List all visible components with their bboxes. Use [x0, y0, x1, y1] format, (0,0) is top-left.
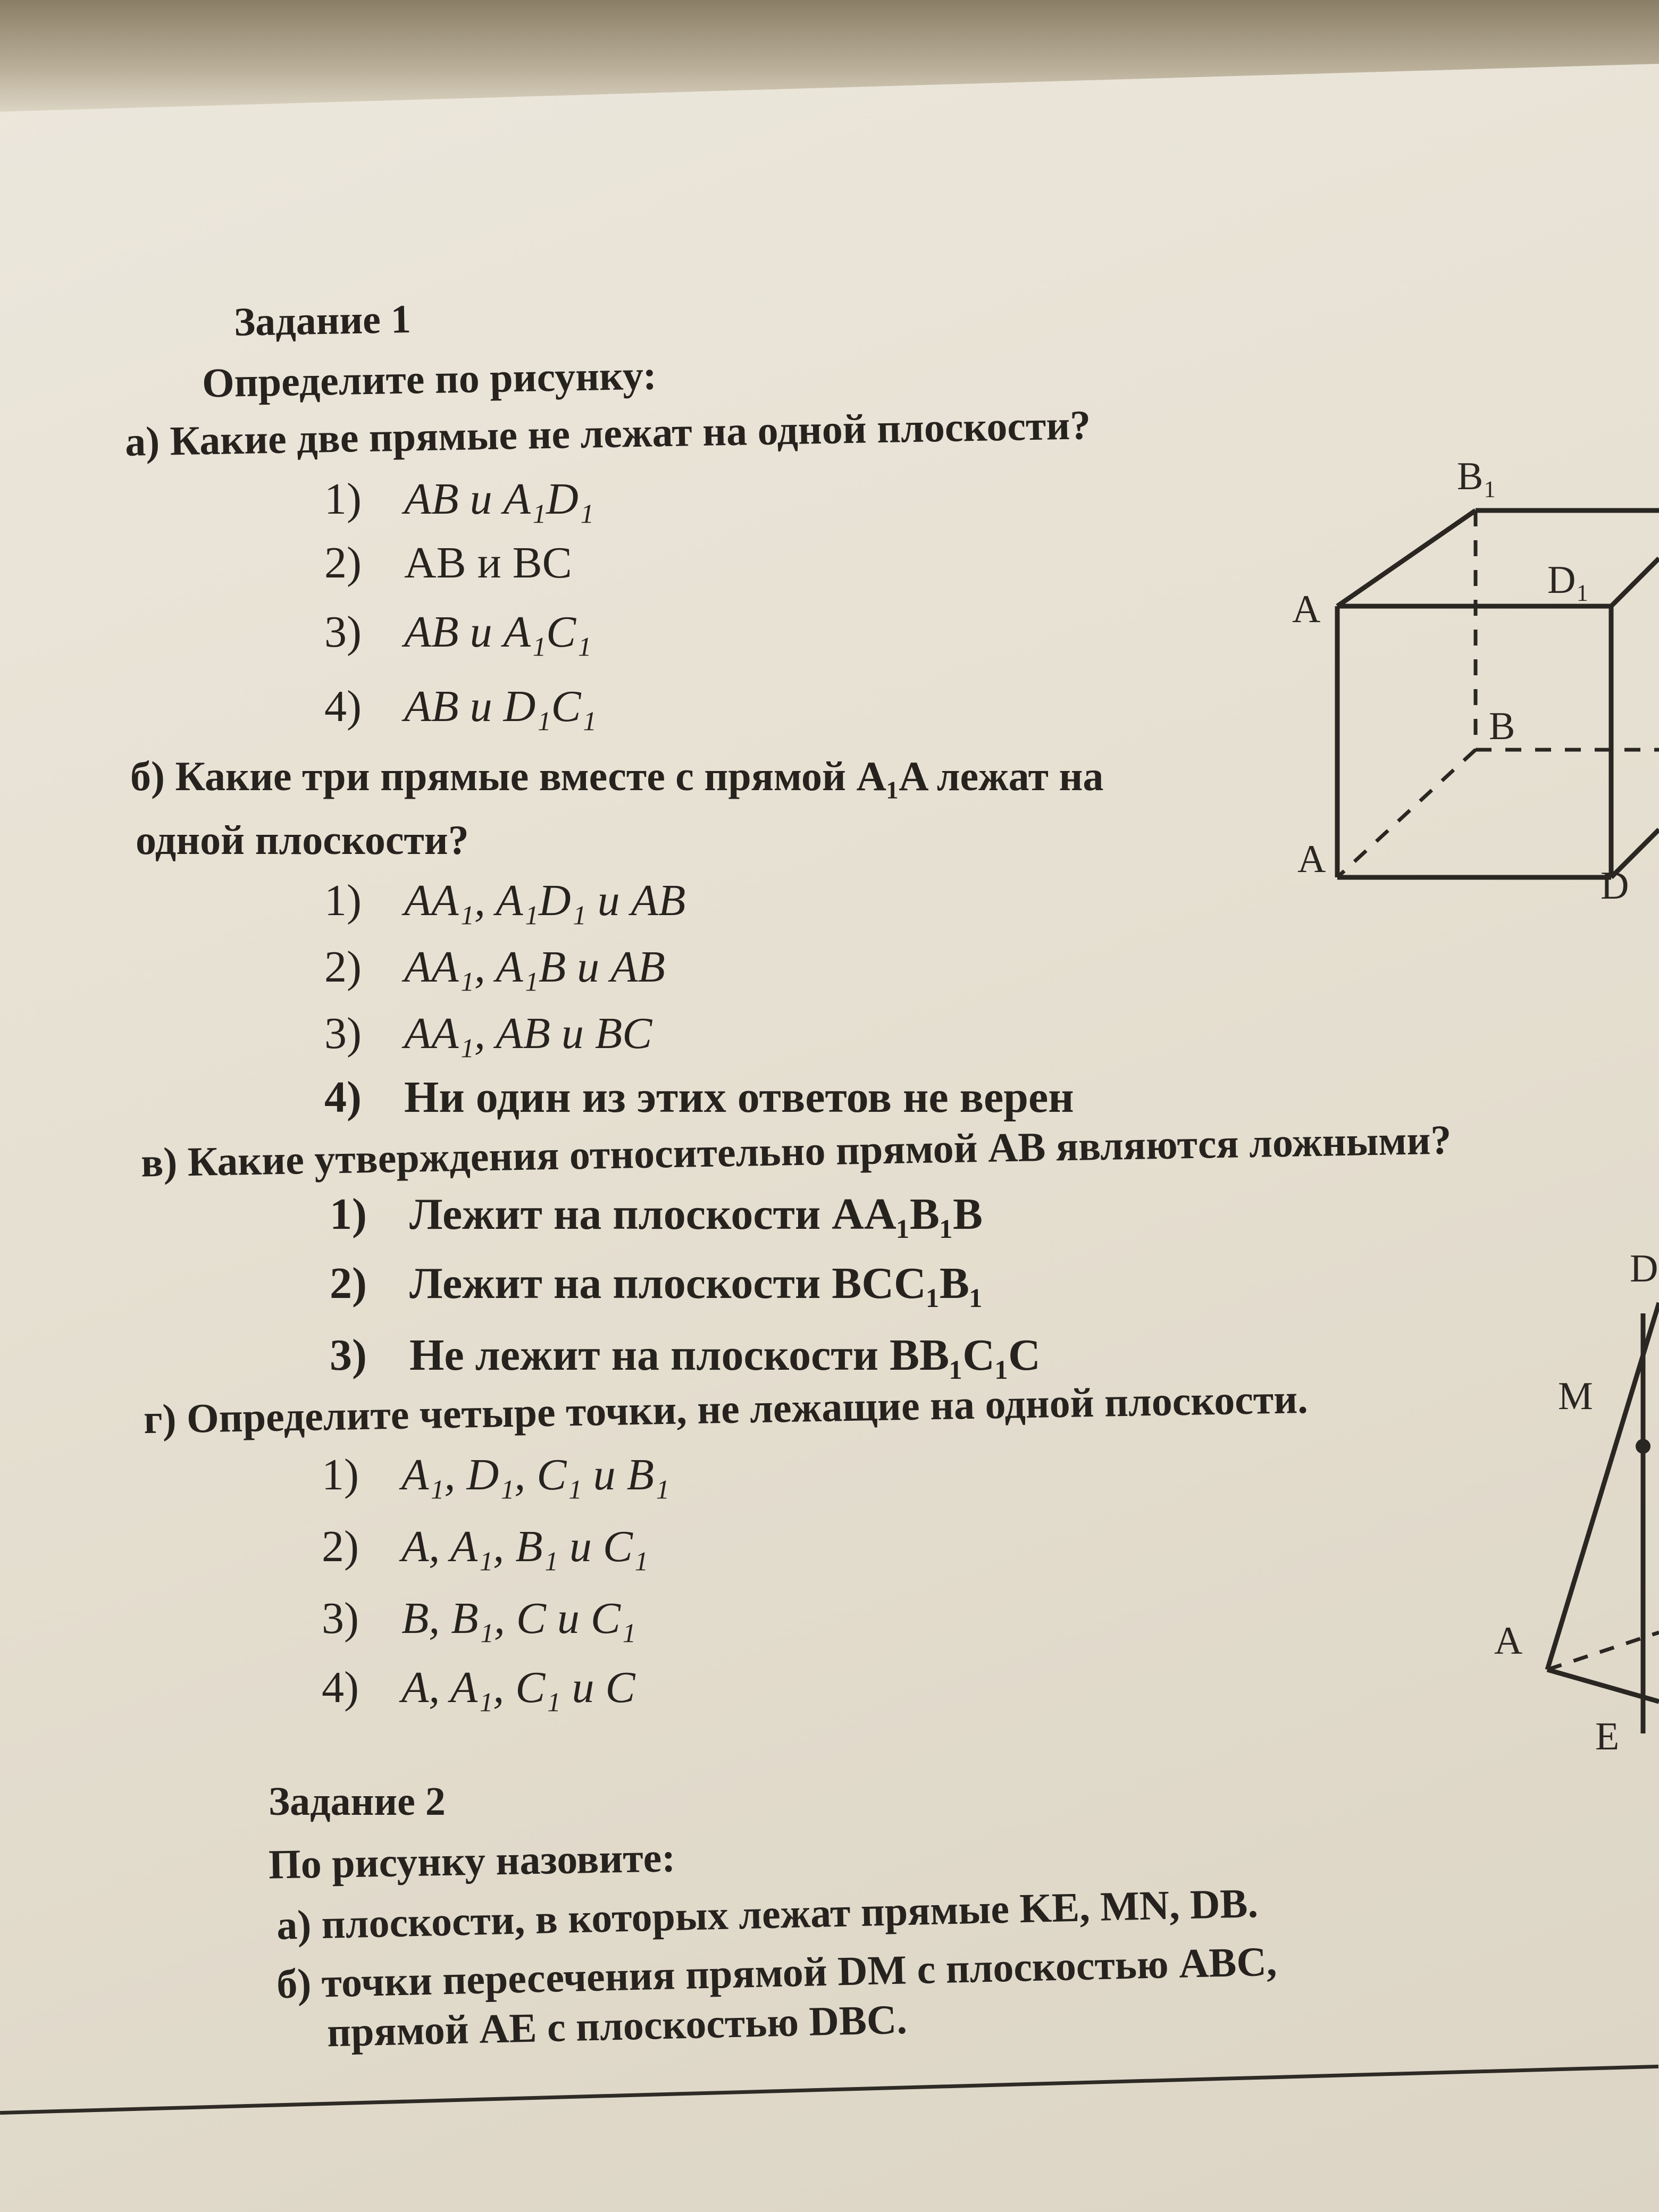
option-text: B, B₁, C и C₁ [401, 1594, 636, 1643]
pyramid-label-a: A [1494, 1619, 1523, 1663]
option-number: 4) [322, 1663, 359, 1712]
option-v2 [330, 1258, 983, 1309]
option-number: 3) [324, 1009, 362, 1058]
option-g4 [322, 1662, 635, 1713]
option-b4 [324, 1071, 1074, 1123]
option-number: 2) [324, 942, 362, 992]
option-number: 1) [324, 474, 362, 524]
cube-edge [1611, 558, 1659, 606]
point-marker [1636, 1439, 1650, 1454]
option-text: Лежит на плоскости BCC₁B₁ [409, 1259, 983, 1308]
question-b: б) Какие три прямые вместе с прямой A₁A лежат на [130, 753, 1104, 799]
cube-label-d: D [1601, 864, 1629, 908]
question-a: а) Какие две прямые не лежат на одной плоскости? [124, 401, 1091, 465]
question-v: в) Какие утверждения относительно прямой AB являются ложными? [140, 1116, 1452, 1186]
option-number: 2) [322, 1522, 359, 1571]
option-number: 1) [324, 876, 362, 925]
option-text: A, A₁, B₁ и C₁ [401, 1522, 649, 1571]
option-b2 [324, 941, 665, 993]
option-number: 2) [324, 538, 362, 588]
option-number: 3) [324, 607, 362, 657]
pyramid-label-d: D [1630, 1247, 1658, 1291]
option-text: Ни один из этих ответов не верен [404, 1073, 1074, 1122]
cube-label-a1: A [1292, 588, 1321, 631]
cube-label-d1: D₁ [1547, 558, 1590, 602]
option-number: 1) [322, 1450, 359, 1499]
task2-item-b-cont: прямой AE с плоскостью DBC. [326, 1996, 908, 2056]
option-g2 [322, 1521, 648, 1572]
option-b3 [324, 1008, 652, 1059]
option-number: 4) [324, 1073, 362, 1122]
option-text: AB и D₁C₁ [404, 682, 597, 731]
option-number: 1) [330, 1189, 367, 1239]
option-text: AA₁, A₁B и AB [404, 942, 665, 992]
option-b1 [324, 875, 685, 926]
option-a1 [324, 473, 594, 525]
option-number: 2) [330, 1259, 367, 1308]
option-text: A₁, D₁, C₁ и B₁ [401, 1450, 670, 1499]
option-a4 [324, 681, 597, 732]
task2-item-a: а) плоскости, в которых лежат прямые KE, MN, DB. [276, 1880, 1259, 1948]
option-text: AB и A₁D₁ [404, 474, 594, 524]
option-number: 3) [330, 1330, 367, 1380]
option-g1 [322, 1449, 669, 1501]
option-v3 [330, 1329, 1041, 1381]
pyramid-label-m: M [1558, 1375, 1593, 1418]
option-text: Не лежит на плоскости BB₁C₁C [409, 1330, 1041, 1380]
pyramid-label-e: E [1595, 1715, 1620, 1758]
option-text: AB и BC [404, 538, 572, 588]
option-text: Лежит на плоскости AA₁B₁B [409, 1189, 983, 1239]
task2-title: Задание 2 [269, 1779, 446, 1824]
task1-title: Задание 1 [233, 297, 412, 345]
option-text: AA₁, AB и BC [404, 1009, 652, 1058]
option-number: 3) [322, 1594, 359, 1643]
cube-label-b1: B₁ [1457, 455, 1497, 498]
option-text: A, A₁, C₁ и C [401, 1663, 635, 1712]
task1-intro: Определите по рисунку: [202, 351, 657, 406]
option-a2 [324, 537, 572, 589]
cube-hidden-edge [1337, 750, 1476, 877]
option-text: AA₁, A₁D₁ и AB [404, 876, 686, 925]
cube-label-a: A [1297, 837, 1326, 881]
option-number: 4) [324, 682, 362, 731]
cube-label-b: B [1489, 705, 1515, 748]
option-g3 [322, 1593, 636, 1644]
task2-intro: По рисунку назовите: [268, 1834, 676, 1888]
question-g: г) Определите четыре точки, не лежащие на одной плоскости. [143, 1375, 1309, 1443]
question-b-cont: одной плоскости? [136, 817, 469, 863]
task2-item-b: б) точки пересечения прямой DM с плоскостью ABC, [276, 1938, 1278, 2007]
cube-figure [1266, 457, 1659, 915]
option-v1 [330, 1188, 983, 1240]
pyramid-figure [1478, 1244, 1659, 1765]
option-text: AB и A₁C₁ [404, 607, 592, 657]
cube-edge [1337, 510, 1476, 606]
option-a3 [324, 606, 591, 658]
